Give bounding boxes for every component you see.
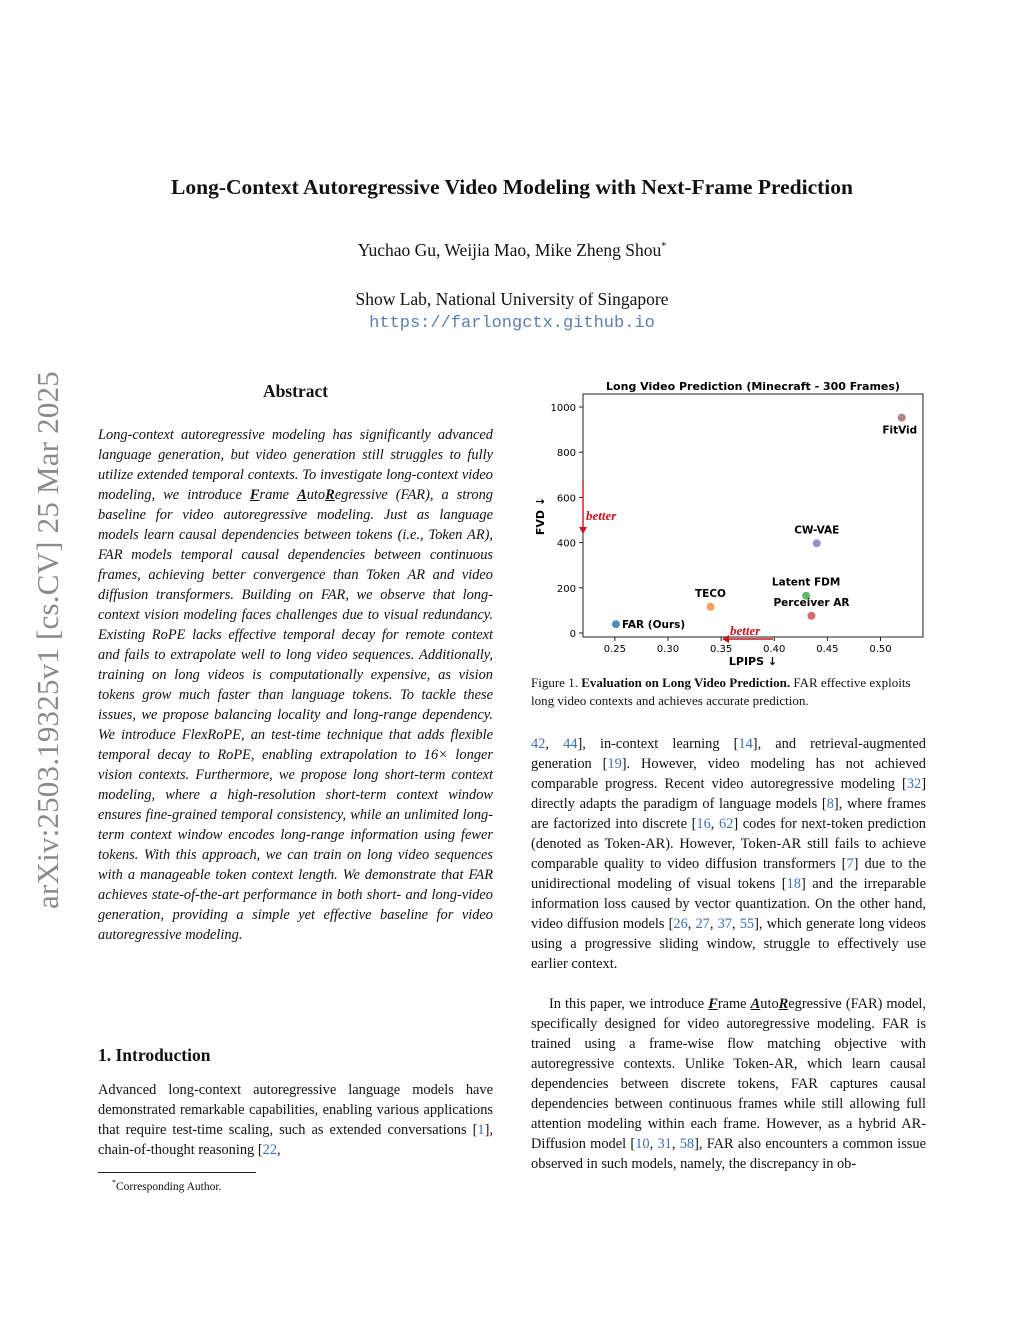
intro-text: ], chain-of-thought reasoning [ xyxy=(98,1122,493,1158)
abstract-text: Long-context autoregressive modeling has significantly advanced language generation, but video generation still struggles to fully utilize extended temporal contexts. To investigate long-context video modeling, we introduce xyxy=(98,427,493,503)
acronym-letter: F xyxy=(708,996,718,1012)
acronym-letter: F xyxy=(249,487,260,503)
abstract-text: egressive (FAR), a strong baseline for video autoregressive modeling. Just as language models learn causal dependencies between tokens (i.e., Token AR), FAR models temporal causal dependencies between continuous frames, achieving better convergence than Token AR and video diffusion transformers. Building on FAR, we observe that long-context vision modeling faces challenges due to visual redundancy. Existing RoPE lacks effective temporal decay for remote context and fails to extrapolate well to long video sequences. Additionally, training on long videos is computationally expensive, as vision tokens grow much faster than language tokens. To tackle these issues, we propose balancing locality and long-range dependency. We introduce FlexRoPE, an test-time technique that adds flexible temporal decay to RoPE, enabling extrapolation to 16× longer vision contexts. Furthermore, we propose long short-term context modeling, where a high-resolution short-term context window ensures fine-grained temporal consistency, while an unlimited long-term context window encodes long-range information using fewer tokens. With this approach, we can train on long video sequences with a manageable token context length. We demonstrate that FAR achieves state-of-the-art performance in both short- and long-video generation, providing a simple yet effective baseline for video autoregressive modeling. xyxy=(98,487,493,943)
citation-link[interactable]: 58 xyxy=(679,1136,695,1152)
y-tick-label: 600 xyxy=(556,493,576,505)
body-text: ]. However, video modeling has not achieved comparable progress. Recent video autoregressive modeling [ xyxy=(531,756,926,792)
y-tick-label: 800 xyxy=(556,448,576,460)
abstract-heading: Abstract xyxy=(262,381,329,401)
citation-link[interactable]: 7 xyxy=(846,856,854,872)
body-text: In this paper, we introduce xyxy=(549,996,709,1012)
body-text: ], FAR also encounters a common issue observed in such models, namely, the discrepancy in ob- xyxy=(531,1136,926,1172)
body-text: , xyxy=(709,916,718,932)
authors-text: Yuchao Gu, Weijia Mao, Mike Zheng Shou xyxy=(357,240,662,260)
data-point xyxy=(707,603,715,611)
body-text: , xyxy=(710,816,719,832)
affiliation: Show Lab, National University of Singapore xyxy=(355,289,669,309)
body-text: ] codes for next-token prediction (denoted as Token-AR). However, Token-AR still fails to achieve comparable quality to video diffusion transformers [ xyxy=(531,816,926,872)
acronym-letter: A xyxy=(297,487,307,503)
citation-link[interactable]: 19 xyxy=(607,756,622,772)
body-text: ] and the irreparable information loss caused by vector quantization. On the other hand, video diffusion models [ xyxy=(531,876,926,932)
data-point xyxy=(612,620,620,628)
body-text: , xyxy=(687,916,696,932)
better-label-vertical: better xyxy=(586,508,617,523)
x-tick-label: 0.30 xyxy=(656,644,680,655)
body-text: ], in-context learning [ xyxy=(577,736,739,752)
body-text: ], which generate long videos using a progressive sliding window, struggle to effectively use earlier context. xyxy=(531,916,926,972)
body-text: , xyxy=(731,916,740,932)
data-point xyxy=(813,539,821,547)
y-tick-label: 0 xyxy=(569,629,576,640)
citation-link[interactable]: 44 xyxy=(563,736,578,752)
footnote xyxy=(112,1178,221,1193)
right-column-paragraph-2 xyxy=(531,994,926,1174)
author-list xyxy=(0,240,1024,261)
body-text: egressive (FAR) model, specifically designed for video autoregressive modeling. FAR is trained using a frame-wise flow matching objective with autoregressive contexts. Unlike Token-AR, which learn causal dependencies between discrete tokens, FAR captures causal dependencies between continuous frames while still allowing full attention modeling within each frame. However, as a hybrid AR-Diffusion model [ xyxy=(531,996,926,1152)
body-text: uto xyxy=(760,996,779,1012)
paper-title: Long-Context Autoregressive Video Modeling with Next-Frame Prediction xyxy=(171,175,853,199)
better-label-horizontal: better xyxy=(730,623,761,638)
body-text: ] due to the unidirectional modeling of visual tokens [ xyxy=(531,856,927,892)
footnote-text: Corresponding Author. xyxy=(116,1180,222,1193)
data-point xyxy=(898,414,906,422)
footnote-rule xyxy=(98,1172,256,1173)
caption-title: Evaluation on Long Video Prediction. xyxy=(581,675,791,690)
citation-link[interactable]: 18 xyxy=(786,876,801,892)
author-mark: * xyxy=(661,241,667,253)
intro-text: Advanced long-context autoregressive language models have demonstrated remarkable capabilities, enabling various applications that require test-time scaling, such as extended conversations [ xyxy=(98,1082,493,1138)
citation-link[interactable]: 55 xyxy=(739,916,755,932)
acronym-letter: A xyxy=(750,996,761,1012)
citation-link[interactable]: 32 xyxy=(906,776,922,792)
acronym-letter: R xyxy=(325,487,335,503)
citation-link[interactable]: 1 xyxy=(477,1122,485,1138)
citation-link[interactable]: 27 xyxy=(695,916,710,932)
caption-text: FAR effective exploits long video contexts and achieves accurate prediction. xyxy=(531,675,911,708)
body-text: ], and retrieval-augmented generation [ xyxy=(531,736,926,772)
y-tick-label: 200 xyxy=(556,583,576,595)
figure-caption xyxy=(531,674,926,710)
x-tick-label: 0.40 xyxy=(763,644,786,655)
arxiv-sidebar xyxy=(18,350,78,950)
abstract-body xyxy=(98,425,493,945)
citation-link[interactable]: 22 xyxy=(262,1142,278,1158)
point-label: Latent FDM xyxy=(771,576,841,589)
x-axis-label: LPIPS ↓ xyxy=(728,655,778,668)
chart-title: Long Video Prediction (Minecraft - 300 Frames) xyxy=(606,380,900,393)
body-text: ], where frames are factorized into discrete [ xyxy=(531,796,926,832)
project-url-link[interactable]: https://farlongctx.github.io xyxy=(369,314,655,333)
body-text: ] directly adapts the paradigm of language models [ xyxy=(531,776,926,812)
y-axis-label: FVD ↓ xyxy=(534,496,547,536)
citation-link[interactable]: 16 xyxy=(696,816,711,832)
right-column-paragraph-1 xyxy=(531,734,926,974)
point-label: FitVid xyxy=(882,424,918,437)
x-tick-label: 0.35 xyxy=(709,644,733,655)
arxiv-identifier: arXiv:2503.19325v1 [cs.CV] 25 Mar 2025 xyxy=(30,371,65,909)
body-text: , xyxy=(545,736,564,752)
point-label: TECO xyxy=(695,587,726,600)
citation-link[interactable]: 26 xyxy=(673,916,688,932)
citation-link[interactable]: 10 xyxy=(635,1136,650,1152)
y-tick-label: 400 xyxy=(556,538,576,550)
point-label: Perceiver AR xyxy=(773,596,850,609)
section-heading-introduction: 1. Introduction xyxy=(98,1045,211,1065)
citation-link[interactable]: 14 xyxy=(738,736,753,752)
acronym-letter: R xyxy=(778,996,789,1012)
caption-label: Figure 1. xyxy=(531,675,578,690)
abstract-text: rame xyxy=(259,487,298,503)
y-tick-label: 1000 xyxy=(550,403,576,414)
intro-text: , xyxy=(277,1142,281,1158)
footnote-mark: * xyxy=(112,1178,116,1187)
figure-1-chart xyxy=(531,378,931,670)
body-text: rame xyxy=(717,996,751,1012)
intro-body xyxy=(98,1080,493,1160)
x-tick-label: 0.50 xyxy=(869,644,892,655)
citation-link[interactable]: 37 xyxy=(717,916,732,932)
body-text: , xyxy=(649,1136,658,1152)
citation-link[interactable]: 42 xyxy=(531,736,546,752)
citation-link[interactable]: 8 xyxy=(826,796,834,812)
point-label: CW-VAE xyxy=(794,524,840,537)
citation-link[interactable]: 31 xyxy=(657,1136,672,1152)
x-tick-label: 0.25 xyxy=(603,644,627,655)
abstract-text: uto xyxy=(306,487,326,503)
data-point xyxy=(807,612,815,620)
x-tick-label: 0.45 xyxy=(816,644,839,655)
body-text: , xyxy=(671,1136,680,1152)
citation-link[interactable]: 62 xyxy=(719,816,734,832)
point-label: FAR (Ours) xyxy=(621,619,686,632)
